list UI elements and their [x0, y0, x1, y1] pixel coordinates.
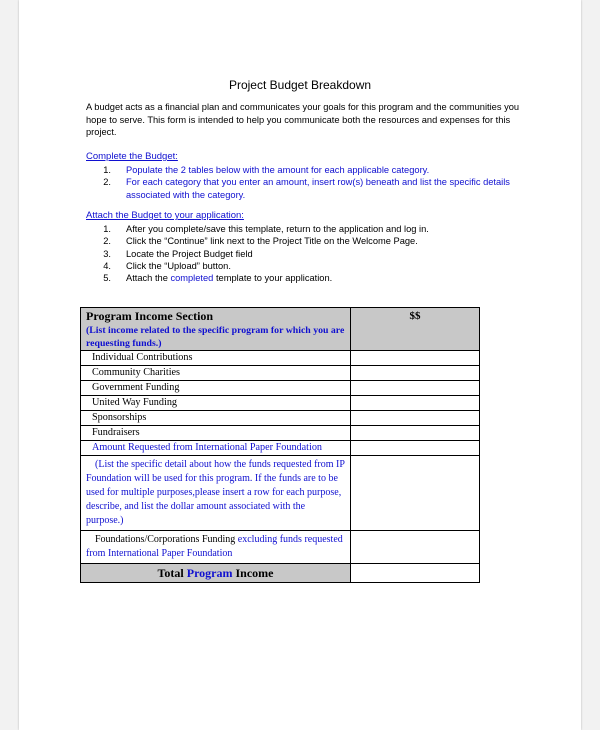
table-row — [81, 396, 480, 411]
table-row — [81, 381, 480, 396]
income-category-cell: Amount Requested from International Paper Foundation — [81, 441, 351, 456]
amount-cell[interactable] — [351, 441, 480, 456]
list-item — [86, 235, 531, 247]
table-row — [81, 351, 480, 366]
table-row — [81, 426, 480, 441]
complete-budget-steps — [86, 164, 531, 201]
attach-budget-heading: Attach the Budget to your application: — [86, 210, 244, 221]
income-section-header — [81, 308, 351, 351]
table-row — [81, 366, 480, 381]
amount-cell[interactable] — [351, 366, 480, 381]
total-label-before: Total — [157, 565, 187, 580]
amount-cell[interactable] — [351, 351, 480, 366]
amount-cell[interactable] — [351, 531, 480, 564]
corporate-funding-label: Foundations/Corporations Funding — [95, 534, 238, 545]
amount-column-header: $$ — [351, 308, 480, 351]
step-text-before: Attach the — [126, 273, 171, 284]
income-category-cell: Individual Contributions — [81, 351, 351, 366]
total-label-after: Income — [232, 565, 274, 580]
step-text: For each category that you enter an amount, insert row(s) beneath and list the specific details associated with the category. — [126, 177, 510, 200]
step-text: Click the “Continue” link next to the Project Title on the Welcome Page. — [126, 236, 418, 247]
table-header-row — [81, 308, 480, 351]
corporate-funding-cell — [81, 531, 351, 564]
step-number: 5. — [103, 273, 111, 284]
total-amount-cell[interactable] — [351, 564, 480, 583]
total-label-highlight: Program — [186, 565, 233, 580]
table-row — [81, 456, 480, 531]
intro-paragraph: A budget acts as a financial plan and communicates your goals for this program and the communities you hope to serve. This form is intended to help you communicate both the resources and expenses for this project. — [86, 102, 520, 137]
list-item — [86, 164, 531, 176]
table-row — [81, 411, 480, 426]
step-text — [126, 272, 531, 284]
amount-cell[interactable] — [351, 396, 480, 411]
step-text: After you complete/save this template, return to the application and log in. — [126, 224, 429, 234]
amount-cell[interactable] — [351, 381, 480, 396]
corporate-funding-exclusion: excluding funds requested from International Paper Foundation — [86, 534, 343, 559]
step-text-after: template to your application. — [213, 273, 333, 284]
page-title: Project Budget Breakdown — [228, 78, 372, 92]
income-category-cell: Fundraisers — [81, 426, 351, 441]
income-section-note: (List income related to the specific program for which you are requesting funds.) — [86, 325, 345, 349]
complete-budget-heading: Complete the Budget: — [86, 151, 178, 162]
amount-cell[interactable] — [351, 426, 480, 441]
step-number: 2. — [103, 177, 111, 188]
step-number: 1. — [103, 165, 111, 175]
attach-budget-steps — [86, 223, 531, 284]
table-row — [81, 531, 480, 564]
list-item — [86, 248, 531, 260]
detail-note-cell: (List the specific detail about how the funds requested from IP Foundation will be used for this program. If the funds are to be used for multiple purposes,please insert a row for each purpose, describe, and list the dollar amount associated with the purpose.) — [81, 456, 351, 531]
list-item — [86, 223, 531, 235]
table-row — [81, 441, 480, 456]
income-category-cell: Community Charities — [81, 366, 351, 381]
step-text-highlight: completed — [170, 273, 214, 284]
step-text: Populate the 2 tables below with the amount for each applicable category. — [126, 165, 430, 175]
income-category-cell: United Way Funding — [81, 396, 351, 411]
total-row — [81, 564, 480, 583]
list-item — [86, 176, 531, 201]
step-number: 3. — [103, 248, 111, 259]
document-page — [19, 0, 581, 730]
amount-cell[interactable] — [351, 411, 480, 426]
step-number: 2. — [103, 236, 111, 247]
income-category-cell: Government Funding — [81, 381, 351, 396]
step-number: 1. — [103, 224, 111, 234]
list-item — [86, 272, 531, 284]
income-table — [80, 307, 480, 583]
amount-cell[interactable] — [351, 456, 480, 531]
list-item — [86, 260, 531, 272]
step-number: 4. — [103, 260, 111, 271]
income-category-cell: Sponsorships — [81, 411, 351, 426]
income-section-title: Program Income Section — [86, 309, 214, 323]
total-income-label — [81, 564, 351, 583]
step-text: Click the “Upload” button. — [126, 260, 231, 271]
step-text: Locate the Project Budget field — [126, 248, 253, 259]
